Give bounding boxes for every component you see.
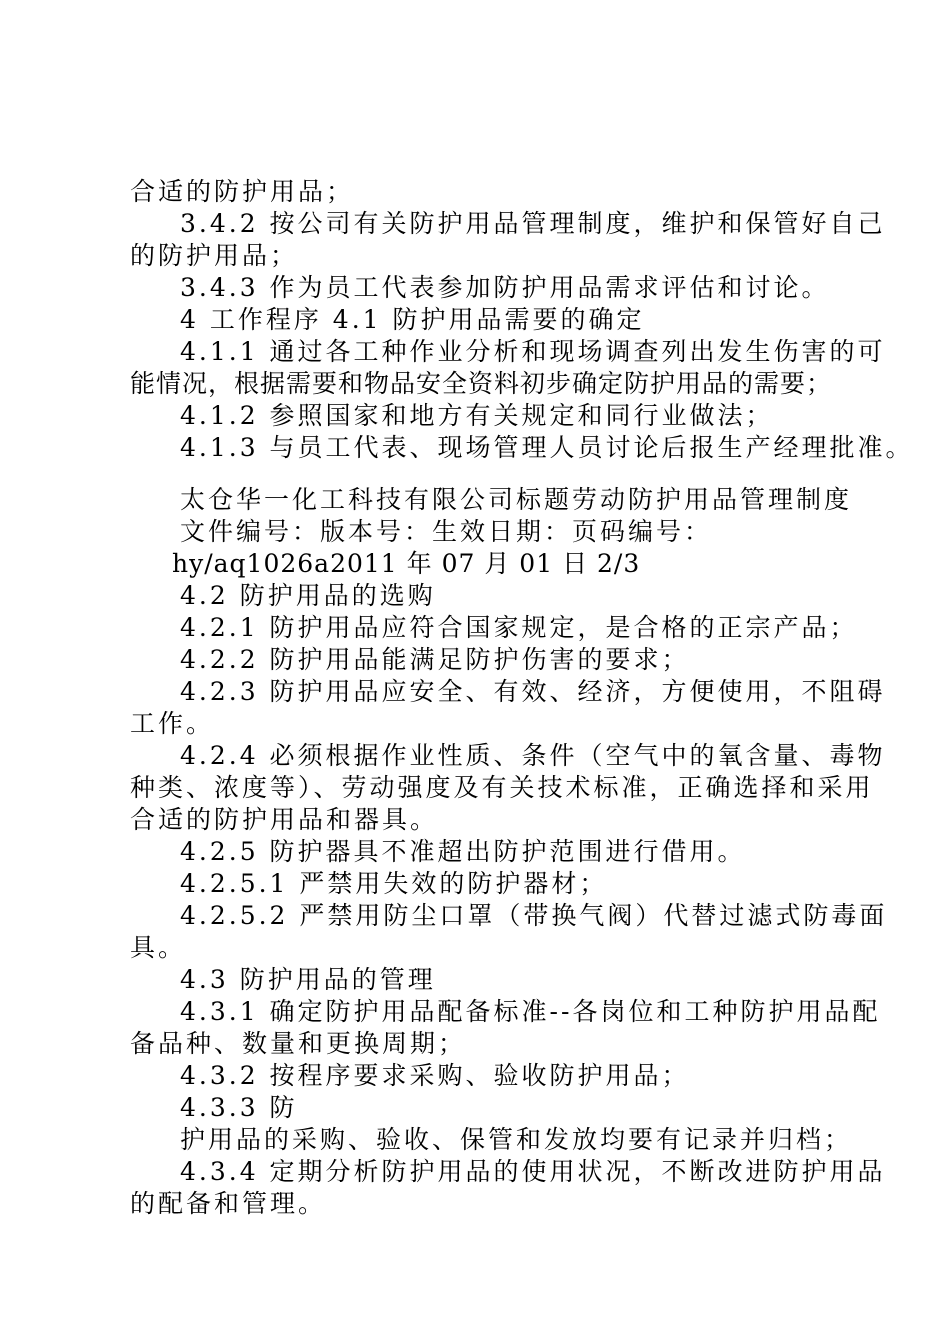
text-line: 4.2.2 防护用品能满足防护伤害的要求；: [180, 645, 690, 674]
document-header-fields: 文件编号：版本号：生效日期：页码编号：: [180, 517, 713, 546]
text-line: 3.4.3 作为员工代表参加防护用品需求评估和讨论。: [180, 273, 830, 302]
text-line: 工作。: [130, 709, 215, 738]
text-line: 4.3.4 定期分析防护用品的使用状况，不断改进防护用品: [180, 1157, 886, 1186]
section-heading: 4.3 防护用品的管理: [180, 965, 436, 994]
document-header-title: 太仓华一化工科技有限公司标题劳动防护用品管理制度: [180, 485, 853, 514]
text-line: 合适的防护用品；: [130, 177, 355, 206]
document-header-values: hy/aq1026a2011 年 07 月 01 日 2/3: [172, 549, 641, 578]
text-line: 合适的防护用品和器具。: [130, 805, 439, 834]
text-line: 能情况，根据需要和物品安全资料初步确定防护用品的需要；: [130, 369, 833, 398]
text-line: 具。: [130, 933, 187, 962]
text-line: 4.2.5.1 严禁用失效的防护器材；: [180, 869, 608, 898]
text-line: 4.3.1 确定防护用品配备标准--各岗位和工种防护用品配: [180, 997, 881, 1026]
text-line: 3.4.2 按公司有关防护用品管理制度，维护和保管好自己: [180, 209, 886, 238]
text-line: 4.2.4 必须根据作业性质、条件（空气中的氧含量、毒物: [180, 741, 886, 770]
text-line: 4.3.3 防: [180, 1093, 298, 1122]
text-line: 4.1.3 与员工代表、现场管理人员讨论后报生产经理批准。: [180, 433, 914, 462]
text-line: 4.2.3 防护用品应安全、有效、经济，方便使用，不阻碍: [180, 677, 886, 706]
text-line: 4.2.5.2 严禁用防尘口罩（带换气阀）代替过滤式防毒面: [180, 901, 888, 930]
text-line: 备品种、数量和更换周期；: [130, 1029, 467, 1058]
text-line: 4.3.2 按程序要求采购、验收防护用品；: [180, 1061, 690, 1090]
text-line: 4.2.1 防护用品应符合国家规定，是合格的正宗产品；: [180, 613, 858, 642]
text-line: 4.1.2 参照国家和地方有关规定和同行业做法；: [180, 401, 774, 430]
text-line: 种类、浓度等）、劳动强度及有关技术标准，正确选择和采用: [130, 773, 874, 802]
text-line: 4.1.1 通过各工种作业分析和现场调查列出发生伤害的可: [180, 337, 886, 366]
text-line: 4.2.5 防护器具不准超出防护范围进行借用。: [180, 837, 746, 866]
text-line: 的防护用品；: [130, 241, 299, 270]
text-line: 护用品的采购、验收、保管和发放均要有记录并归档；: [180, 1125, 853, 1154]
text-line: 的配备和管理。: [130, 1189, 327, 1218]
section-heading: 4.2 防护用品的选购: [180, 581, 436, 610]
section-heading: 4 工作程序 4.1 防护用品需要的确定: [180, 305, 645, 334]
